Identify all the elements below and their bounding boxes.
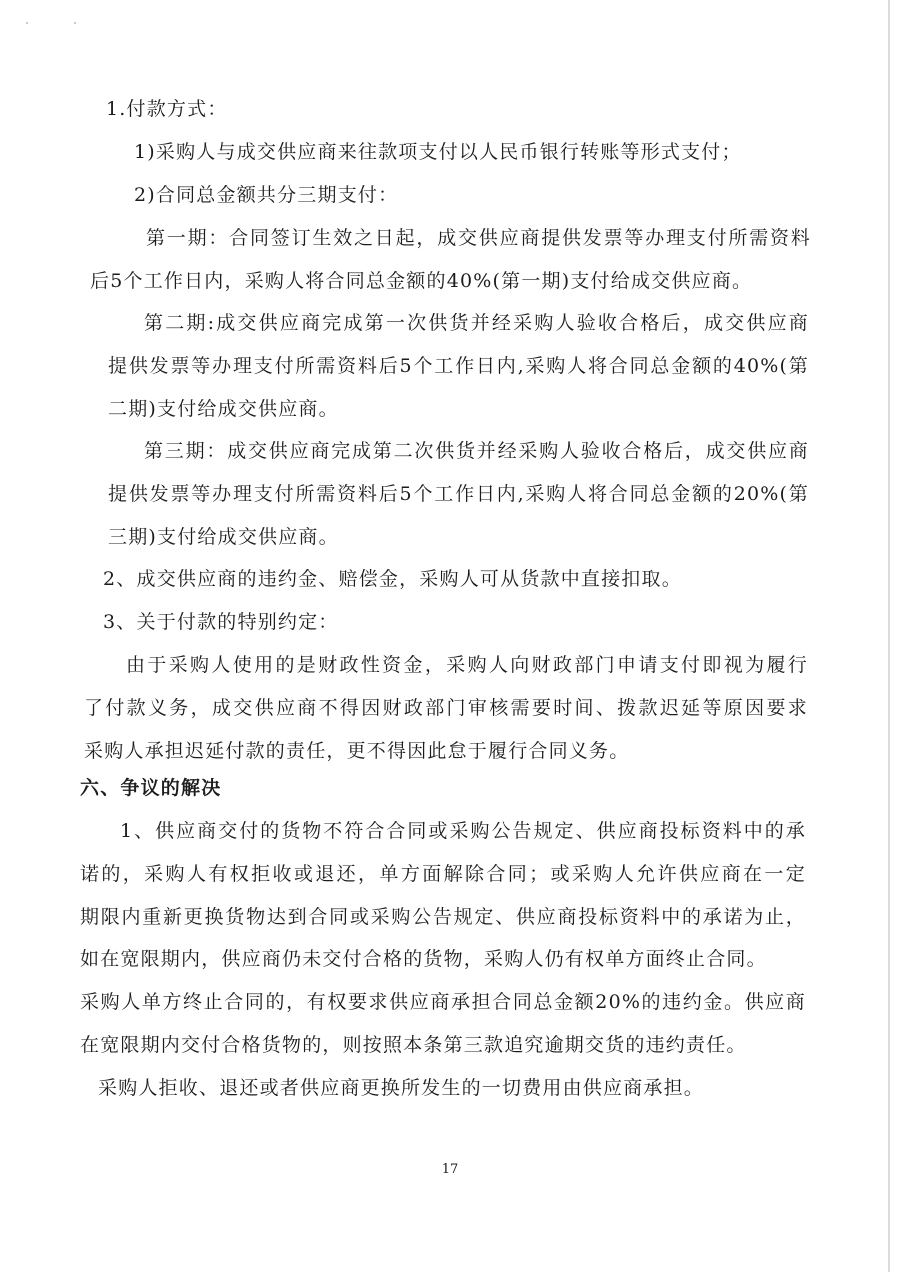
section-heading-dispute: 六、争议的解决: [80, 777, 222, 799]
scan-speck: [26, 22, 28, 24]
phase3-line-1: 第三期：成交供应商完成第二次供货并经采购人验收合格后，成交供应商: [144, 440, 809, 462]
special-line-3: 采购人承担迟延付款的责任，更不得因此怠于履行合同义务。: [84, 740, 630, 762]
dispute-p2: 采购人拒收、退还或者供应商更换所发生的一切费用由供应商承担。: [98, 1077, 705, 1099]
phase1-line-2: 后5个工作日内，采购人将合同总金额的40%(第一期)支付给成交供应商。: [90, 270, 753, 292]
page-number: 17: [441, 1162, 459, 1177]
dispute-p1-line-1: 1、供应商交付的货物不符合合同或采购公告规定、供应商投标资料中的承: [120, 820, 806, 842]
phase2-line-3: 二期)支付给成交供应商。: [108, 398, 339, 420]
phase3-line-3: 三期)支付给成交供应商。: [108, 526, 339, 548]
dispute-p1-line-5: 采购人单方终止合同的，有权要求供应商承担合同总金额20%的违约金。供应商: [80, 991, 806, 1013]
scan-speck: [74, 22, 76, 24]
dispute-p1-line-3: 期限内重新更换货物达到合同或采购公告规定、供应商投标资料中的承诺为止，: [80, 906, 806, 928]
phase1-line-1: 第一期：合同签订生效之日起，成交供应商提供发票等办理支付所需资料: [146, 227, 811, 249]
dispute-p1-line-2: 诺的，采购人有权拒收或退还，单方面解除合同；或采购人允许供应商在一定: [80, 863, 806, 885]
dispute-p1-line-4: 如在宽限期内，供应商仍未交付合格的货物，采购人仍有权单方面终止合同。: [80, 948, 767, 970]
special-line-2: 了付款义务，成交供应商不得因财政部门审核需要时间、拨款迟延等原因要求: [84, 697, 808, 719]
phase2-line-2: 提供发票等办理支付所需资料后5个工作日内,采购人将合同总金额的40%(第: [108, 355, 809, 377]
payment-clause-3: 3、关于付款的特别约定：: [103, 611, 339, 633]
payment-title: 1.付款方式：: [106, 98, 228, 120]
scan-edge-line: [888, 0, 890, 1272]
dispute-p1-line-6: 在宽限期内交付合格货物的，则按照本条第三款追究逾期交货的违约责任。: [80, 1034, 747, 1056]
payment-item-1: 1)采购人与成交供应商来往款项支付以人民币银行转账等形式支付；: [134, 141, 742, 163]
payment-clause-2: 2、成交供应商的违约金、赔偿金，采购人可从货款中直接扣取。: [103, 568, 682, 590]
special-line-1: 由于采购人使用的是财政性资金，采购人向财政部门申请支付即视为履行: [126, 654, 808, 676]
phase2-line-1: 第二期:成交供应商完成第一次供货并经采购人验收合格后，成交供应商: [144, 312, 809, 334]
phase3-line-2: 提供发票等办理支付所需资料后5个工作日内,采购人将合同总金额的20%(第: [108, 483, 809, 505]
payment-item-2: 2)合同总金额共分三期支付：: [134, 184, 399, 206]
